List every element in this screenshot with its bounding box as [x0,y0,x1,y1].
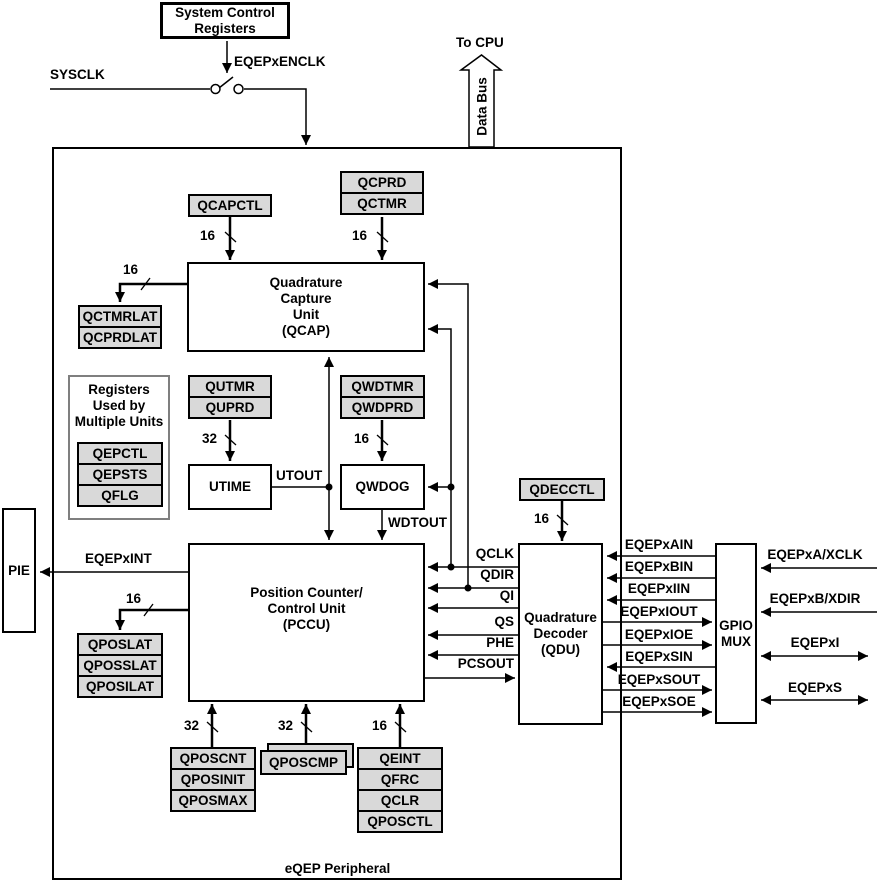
system-control-registers-label-line2: Registers [194,20,256,36]
bus-width-qwdprd: 16 [354,431,370,446]
system-control-registers-box [160,2,290,39]
register-qcprdlat: QCPRDLAT [78,326,162,349]
utime-box [188,464,272,510]
qutmr-quprd-registers [188,375,272,419]
pie-box [2,508,36,633]
qcap-label-line2: Capture [280,291,332,306]
register-qposcnt: QPOSCNT [170,747,256,770]
phe-label: PHE [486,635,514,650]
register-qctmr: QCTMR [340,192,424,215]
eqepxint-label: EQEPxINT [85,551,152,566]
qdir-label: QDIR [480,567,514,582]
eqepxb-xdir-label: EQEPxB/XDIR [769,591,861,606]
eqepxiin-label: EQEPxIIN [627,581,691,596]
eqepxsoe-label: EQEPxSOE [622,694,696,709]
eqepxi-label: EQEPxI [790,635,840,650]
register-qposslat: QPOSSLAT [77,654,163,677]
register-qeint: QEINT [357,747,443,770]
register-qfrc: QFRC [357,768,443,791]
bus-width-qcapctl: 16 [200,228,216,243]
register-qepctl: QEPCTL [77,442,163,465]
register-qposilat: QPOSILAT [77,675,163,698]
register-qepsts: QEPSTS [77,463,163,486]
register-qwdprd: QWDPRD [340,396,425,419]
switch-contact-left [211,85,220,94]
register-qposcmp: QPOSCMP [260,750,347,775]
eqepxioe-label: EQEPxIOE [624,627,694,642]
pccu-label-line2: Control Unit [267,601,346,616]
register-qposctl: QPOSCTL [357,810,443,833]
qwdog-label: QWDOG [355,479,410,494]
qdu-label-line1: Quadrature [524,610,597,625]
eqepxs-label: EQEPxS [787,680,843,695]
qposcnt-registers [170,747,256,812]
register-qclr: QCLR [357,789,443,812]
bus-width-qeint: 16 [372,718,388,733]
qcap-label-line1: Quadrature [269,275,343,290]
pccu-label-line3: (PCCU) [282,617,331,632]
bus-width-quprd: 32 [202,431,218,446]
bus-width-qcaplat: 16 [123,262,139,277]
wdtout-label: WDTOUT [388,515,447,530]
bus-width-qdecctl: 16 [534,511,550,526]
qcap-label-line4: (QCAP) [282,323,330,338]
sysclk-label: SYSCLK [50,67,105,82]
register-qctmrlat: QCTMRLAT [78,305,162,328]
register-qposlat: QPOSLAT [77,633,163,656]
multi-unit-heading-line1: Registers [88,382,150,397]
eqepxenclk-label: EQEPxENCLK [234,54,326,69]
qdu-box [518,543,603,725]
qcap-box [187,262,425,352]
qwdog-box [340,464,425,510]
gpio-mux-label-line1: GPIO [719,617,753,633]
system-control-registers-label-line1: System Control [175,4,275,20]
qdu-label-line3: (QDU) [541,642,580,657]
gpio-mux-box [715,543,757,724]
qs-label: QS [494,614,514,629]
register-quprd: QUPRD [188,396,272,419]
register-qposmax: QPOSMAX [170,789,256,812]
eqepxiout-label: EQEPxIOUT [620,604,698,619]
register-qwdtmr: QWDTMR [340,375,425,398]
multi-unit-heading [70,382,168,430]
qctmrlat-qcprdlat-registers [78,305,162,349]
qcprd-qctmr-registers [340,171,424,215]
register-qflg: QFLG [77,484,163,507]
eqepxsout-label: EQEPxSOUT [617,672,701,687]
qi-label: QI [499,588,514,603]
pie-label: PIE [8,562,30,578]
qwdtmr-qwdprd-registers [340,375,425,419]
utout-label: UTOUT [276,468,323,483]
bus-width-qposlat: 16 [126,591,142,606]
multi-unit-heading-line2: Used by [92,398,146,413]
register-qutmr: QUTMR [188,375,272,398]
eqepxbin-label: EQEPxBIN [624,559,694,574]
register-qcprd: QCPRD [340,171,424,194]
multi-unit-register-stack [77,442,163,507]
bus-width-qposcmp: 32 [278,718,294,733]
multi-unit-heading-line3: Multiple Units [74,414,164,429]
pcsout-label: PCSOUT [457,656,514,671]
pccu-box [188,543,425,702]
qeint-registers [357,747,443,833]
qcapctl-register [188,194,272,217]
qdecctl-register [519,478,605,501]
register-qposinit: QPOSINIT [170,768,256,791]
gpio-mux-label-line2: MUX [721,633,751,649]
to-cpu-label: To CPU [456,35,504,50]
qposlat-registers [77,633,163,698]
switch-contact-right [234,85,243,94]
qcap-label-line3: Unit [292,307,320,322]
utime-label: UTIME [209,479,251,494]
bus-width-qctmr: 16 [352,228,368,243]
eqepxain-label: EQEPxAIN [624,537,694,552]
data-bus-label: Data Bus [474,77,490,136]
qdu-label-line2: Decoder [533,626,588,641]
qclk-label: QCLK [475,546,514,561]
eqepxa-xclk-label: EQEPxA/XCLK [767,547,863,562]
pccu-label-line1: Position Counter/ [250,585,363,600]
eqep-peripheral-title: eQEP Peripheral [284,861,391,876]
eqepxsin-label: EQEPxSIN [625,649,693,664]
register-qdecctl: QDECCTL [519,478,605,501]
register-qcapctl: QCAPCTL [188,194,272,217]
bus-width-qposcnt: 32 [184,718,200,733]
